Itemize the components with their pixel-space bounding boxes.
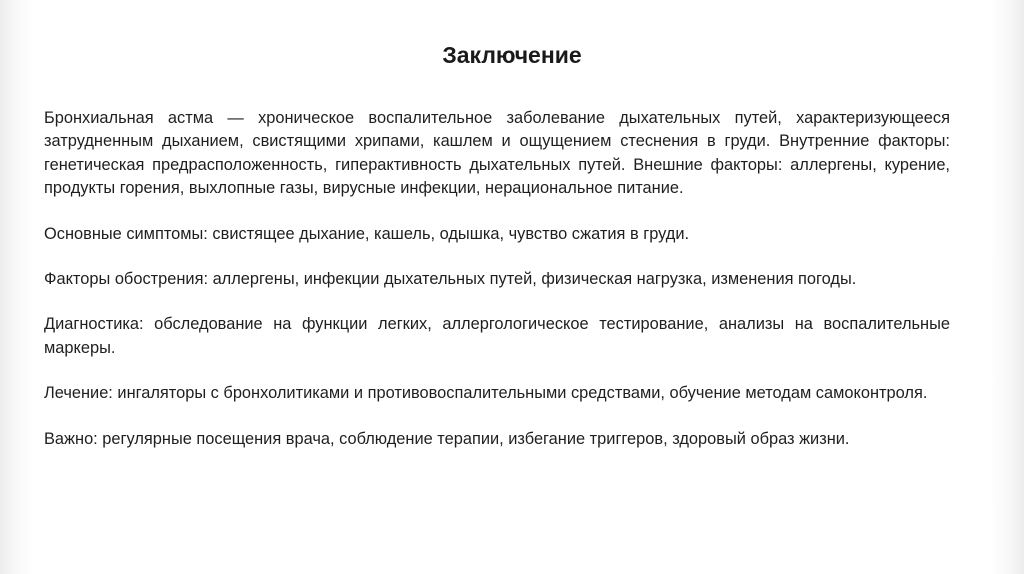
paragraph-treatment: Лечение: ингаляторы с бронхолитиками и противовоспалительными средствами, обучение методам самоконтроля. [44, 384, 928, 403]
paragraph-diagnostics: Диагностика: обследование на функции легких, аллергологическое тестирование, анализы на воспалительные маркеры. [44, 315, 950, 357]
paragraph-symptoms: Основные симптомы: свистящее дыхание, кашель, одышка, чувство сжатия в груди. [44, 224, 690, 243]
slide-title: Заключение [442, 42, 582, 68]
paragraph-definition: Бронхиальная астма — хроническое воспалительное заболевание дыхательных путей, характеризующееся затрудненным дыханием, свистящими хрипами, кашлем и ощущением стеснения в груди. Внутренние факторы: генетическая предрасположенность, гиперактивность дыхательных путей. Внешние факторы: аллергены, курение, продукты горения, выхлопные газы, вирусные инфекции, нерациональное питание. [44, 109, 950, 198]
slide-body [44, 107, 950, 473]
paragraph-important: Важно: регулярные посещения врача, соблюдение терапии, избегание триггеров, здоровый образ жизни. [44, 429, 850, 448]
paragraph-exacerbation-factors: Факторы обострения: аллергены, инфекции дыхательных путей, физическая нагрузка, изменения погоды. [44, 270, 857, 289]
